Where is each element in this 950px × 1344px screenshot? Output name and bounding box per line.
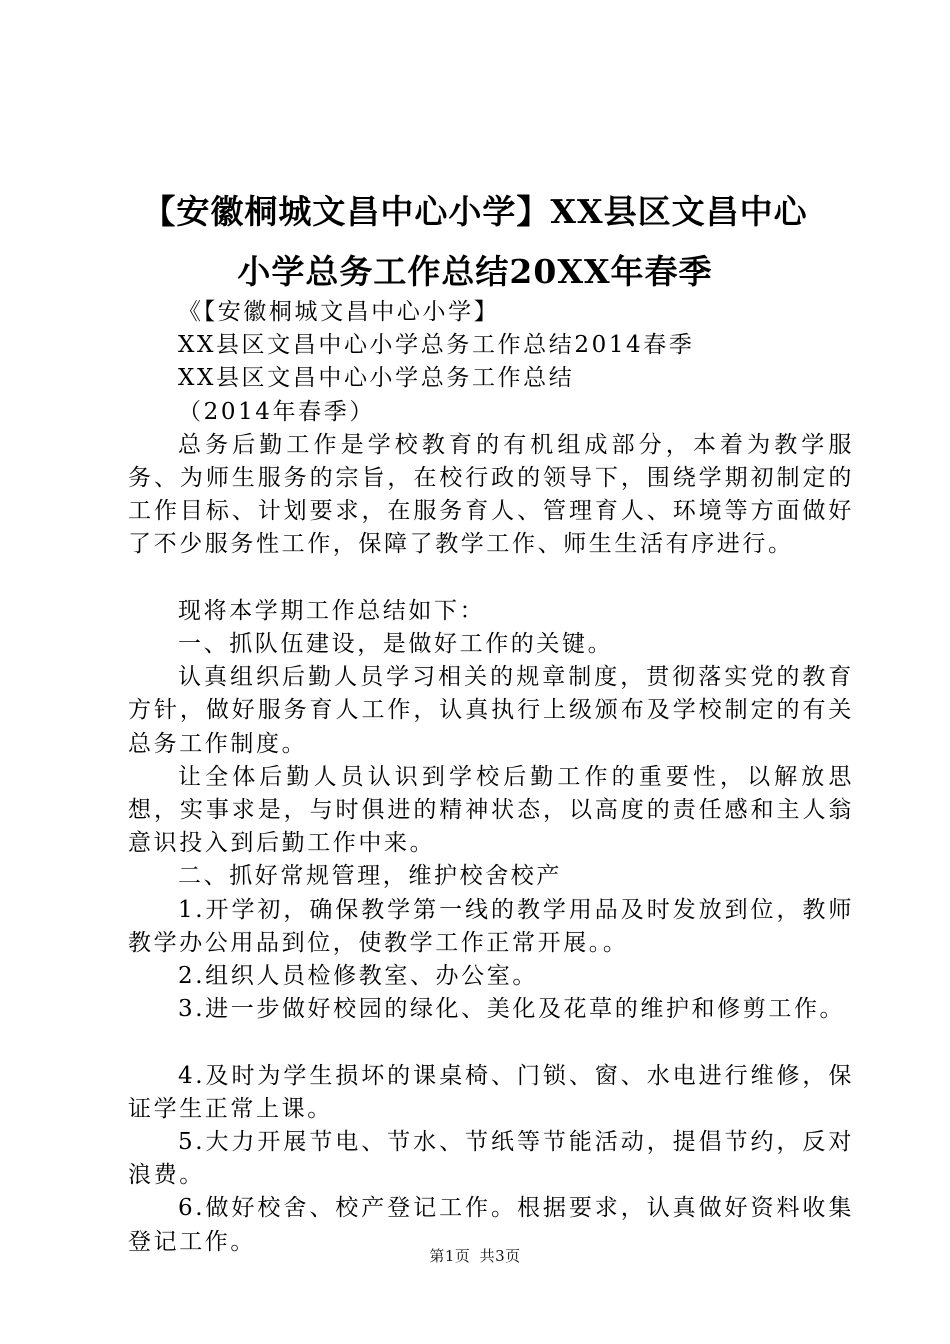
paragraph: 认真组织后勤人员学习相关的规章制度，贯彻落实党的教育方针，做好服务育人工作，认真执行上级颁布及学校制定的有关总务工作制度。 [128,664,854,757]
paragraph: XX县区文昌中心小学总务工作总结2014春季 [178,332,695,359]
paragraph: 一、抓队伍建设，是做好工作的关键。 [178,631,614,658]
paragraph: 现将本学期工作总结如下： [178,597,486,624]
paragraph: 二、抓好常规管理，维护校舍校产 [178,863,562,890]
paragraph: 1.开学初，确保教学第一线的教学用品及时发放到位，教师教学办公用品到位，使教学工作正常开展。。 [128,896,854,956]
paragraph: 总务后勤工作是学校教育的有机组成部分，本着为教学服务、为师生服务的宗旨，在校行政的领导下，围绕学期初制定的工作目标、计划要求，在服务育人、管理育人、环境等方面做好了不少服务性工作，保障了教学工作、师生生活有序进行。 [128,431,854,558]
page-footer [0,1245,950,1266]
page-number: 第1页 [429,1247,471,1265]
paragraph: 让全体后勤人员认识到学校后勤工作的重要性，以解放思想，实事求是，与时俱进的精神状态，以高度的责任感和主人翁意识投入到后勤工作中来。 [128,763,854,857]
paragraph: 3.进一步做好校园的绿化、美化及花草的维护和修剪工作。 [178,996,846,1023]
document-title-line-2: 小学总务工作总结20XX年春季 [237,252,713,291]
paragraph: 4.及时为学生损坏的课桌椅、门锁、窗、水电进行维修，保证学生正常上课。 [128,1062,854,1122]
paragraph: 6.做好校舍、校产登记工作。根据要求，认真做好资料收集登记工作。 [128,1195,854,1255]
paragraph: 《【安徽桐城文昌中心小学】 [178,299,500,325]
paragraph: 2.组织人员检修教室、办公室。 [178,963,538,990]
page-total: 共3页 [479,1247,521,1265]
paragraph: XX县区文昌中心小学总务工作总结 [178,365,575,392]
document-body [128,296,854,1259]
document-title-line-1: 【安徽桐城文昌中心小学】XX县区文昌中心 [142,192,808,231]
paragraph: （2014年春季） [178,398,375,425]
paragraph: 5.大力开展节电、节水、节纸等节能活动，提倡节约，反对浪费。 [128,1129,854,1189]
